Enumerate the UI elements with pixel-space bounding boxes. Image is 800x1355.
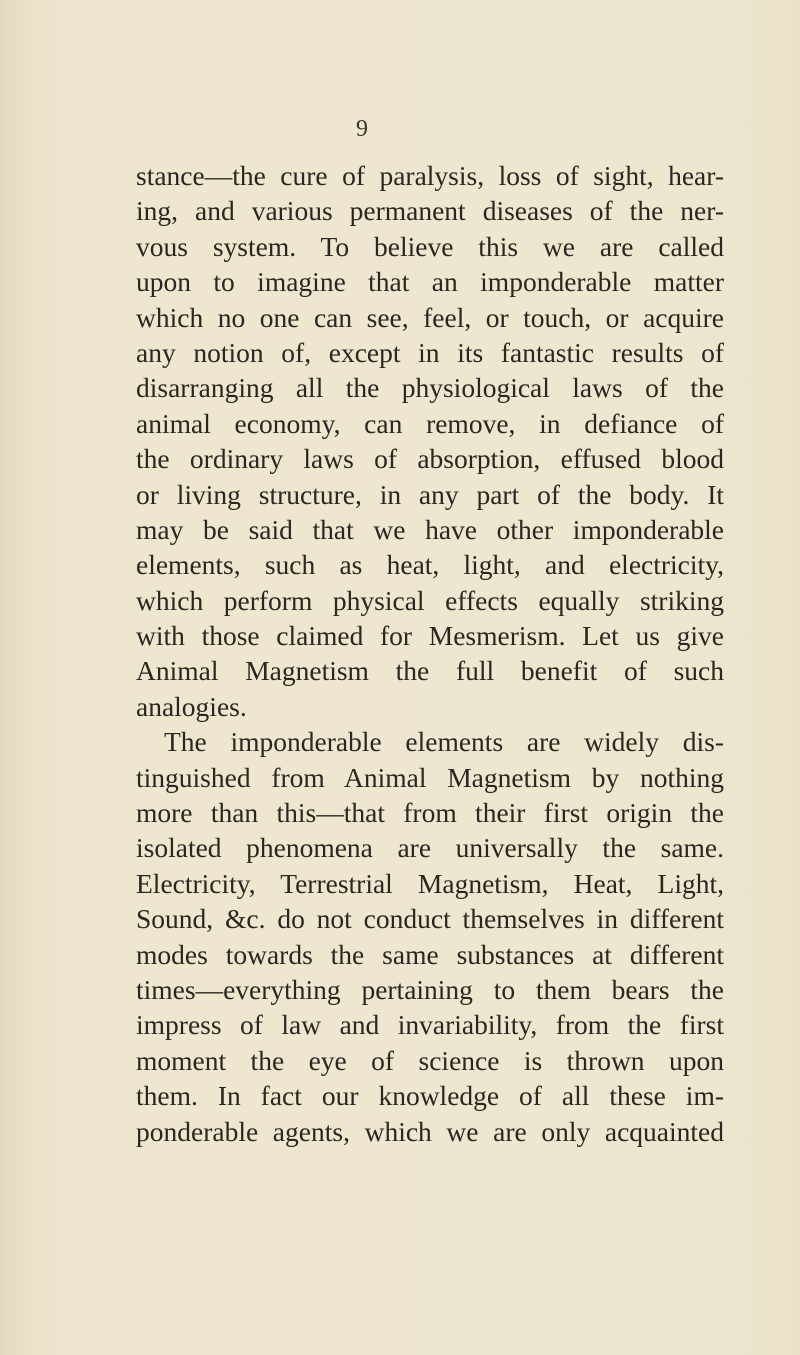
- text-line: moment the eye of science is thrown upon: [136, 1044, 724, 1076]
- text-line: impress of law and invariability, from the first: [136, 1009, 724, 1041]
- text-line: upon to imagine that an imponderable matter: [136, 266, 724, 298]
- text-line: ponderable agents, which we are only acquainted: [136, 1115, 724, 1147]
- text-line: Sound, &c. do not conduct themselves in different: [136, 903, 724, 935]
- text-line: may be said that we have other imponderable: [136, 513, 724, 545]
- text-line: any notion of, except in its fantastic results of: [136, 336, 724, 368]
- text-line: times—everything pertaining to them bears the: [136, 973, 724, 1005]
- text-line: them. In fact our knowledge of all these im-: [136, 1080, 724, 1112]
- text-line: animal economy, can remove, in defiance of: [136, 407, 724, 439]
- text-line: isolated phenomena are universally the same.: [136, 832, 724, 864]
- text-line: vous system. To believe this we are called: [136, 230, 724, 262]
- paragraph-start-line: The imponderable elements are widely dis-: [164, 726, 724, 758]
- text-line: or living structure, in any part of the body. It: [136, 478, 724, 510]
- page-number: 9: [356, 116, 368, 142]
- text-line: elements, such as heat, light, and electricity,: [136, 549, 724, 581]
- text-line: analogies.: [136, 690, 247, 722]
- text-line: the ordinary laws of absorption, effused blood: [136, 443, 724, 475]
- text-line: which no one can see, feel, or touch, or acquire: [136, 301, 724, 333]
- text-line: disarranging all the physiological laws of the: [136, 372, 724, 404]
- text-line: ing, and various permanent diseases of the ner-: [136, 195, 724, 227]
- text-line: more than this—that from their first origin the: [136, 797, 724, 829]
- text-line: tinguished from Animal Magnetism by nothing: [136, 761, 724, 793]
- text-line: modes towards the same substances at different: [136, 938, 724, 970]
- text-line: which perform physical effects equally striking: [136, 584, 724, 616]
- body-text: [136, 158, 724, 1149]
- text-line: stance—the cure of paralysis, loss of sight, hear-: [136, 160, 724, 191]
- text-line: with those claimed for Mesmerism. Let us give: [136, 620, 724, 652]
- text-line: Electricity, Terrestrial Magnetism, Heat, Light,: [136, 867, 724, 899]
- text-line: Animal Magnetism the full benefit of such: [136, 655, 724, 687]
